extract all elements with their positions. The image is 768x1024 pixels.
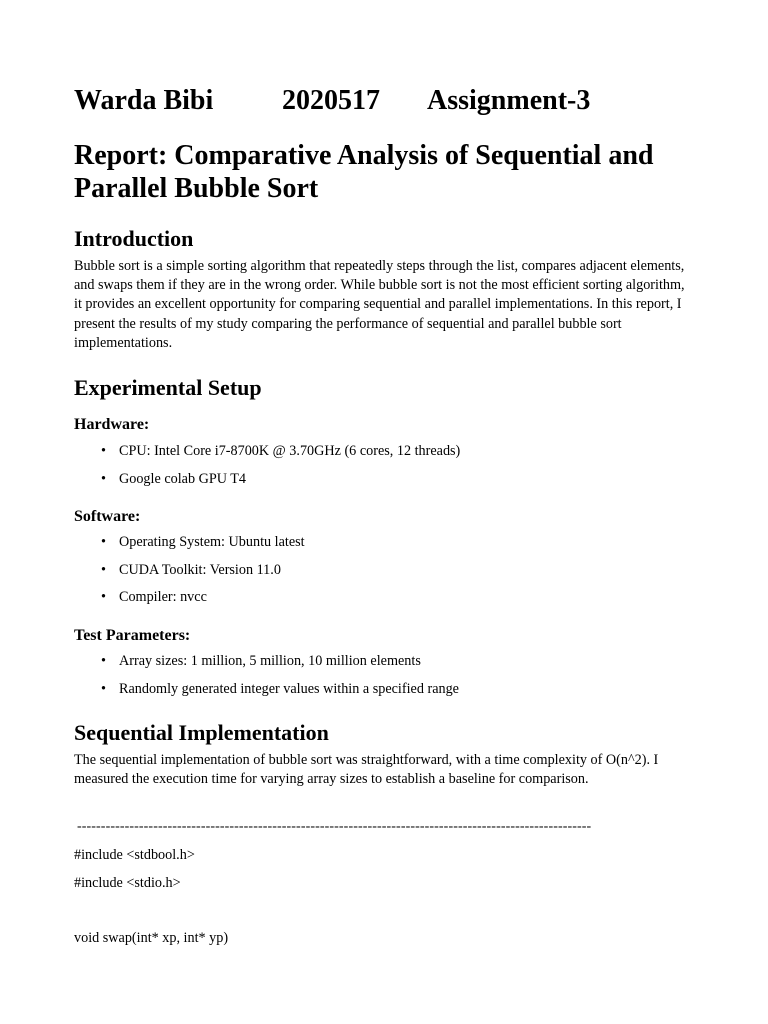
list-item-text: CPU: Intel Core i7-8700K @ 3.70GHz (6 cores, 12 threads) [119,443,461,459]
code-line: void swap(int* xp, int* yp) [74,930,229,946]
bullet-icon: • [101,589,106,605]
report-title: Report: Comparative Analysis of Sequential and Parallel Bubble Sort [74,140,654,204]
sequential-paragraph: The sequential implementation of bubble sort was straightforward, with a time complexity of O(n^2). I measured the execution time for varying array sizes to establish a baseline for comparison. [74,752,659,788]
list-item [74,442,460,460]
list-item [74,680,459,698]
list-item-text: Compiler: nvcc [119,589,207,605]
list-item-text: Google colab GPU T4 [119,470,247,487]
introduction-paragraph: Bubble sort is a simple sorting algorithm that repeatedly steps through the list, compares adjacent elements, and swaps them if they are in the wrong order. While bubble sort is not the most efficient sorting algorithm, it provides an excellent opportunity for comparing sequential and parallel implementations. In this report, I present the results of my study comparing the performance of sequential and parallel bubble sort implementations. [74,258,685,351]
sequential-implementation-heading: Sequential Implementation [74,720,329,745]
bullet-icon: • [101,653,106,669]
test-parameters-list [74,652,459,707]
experimental-setup-heading: Experimental Setup [74,375,262,400]
test-parameters-heading: Test Parameters: [74,627,191,644]
software-list [74,533,305,616]
hardware-list [74,442,460,497]
list-item-text: Operating System: Ubuntu latest [119,534,305,550]
separator-line: ------------------------------------------------------------------------------------------------------------ [77,819,592,834]
list-item [74,588,305,606]
bullet-icon: • [101,443,106,459]
list-item [74,561,305,579]
code-line: #include <stdio.h> [74,875,181,891]
software-heading: Software: [74,508,141,525]
list-item [74,652,459,670]
code-line: #include <stdbool.h> [74,847,195,863]
bullet-icon: • [101,534,106,550]
list-item [74,470,460,488]
bullet-icon: • [101,470,106,487]
list-item [74,533,305,551]
bullet-icon: • [101,680,106,697]
assignment-label: Assignment-3 [427,85,591,116]
list-item-text: Array sizes: 1 million, 5 million, 10 million elements [119,653,421,669]
list-item-text: CUDA Toolkit: Version 11.0 [119,561,281,578]
list-item-text: Randomly generated integer values within a specified range [119,680,459,697]
author-header [74,84,590,118]
student-id: 2020517 [282,85,380,116]
author-name: Warda Bibi [74,85,214,116]
hardware-heading: Hardware: [74,416,150,433]
bullet-icon: • [101,561,106,578]
introduction-heading: Introduction [74,226,194,251]
